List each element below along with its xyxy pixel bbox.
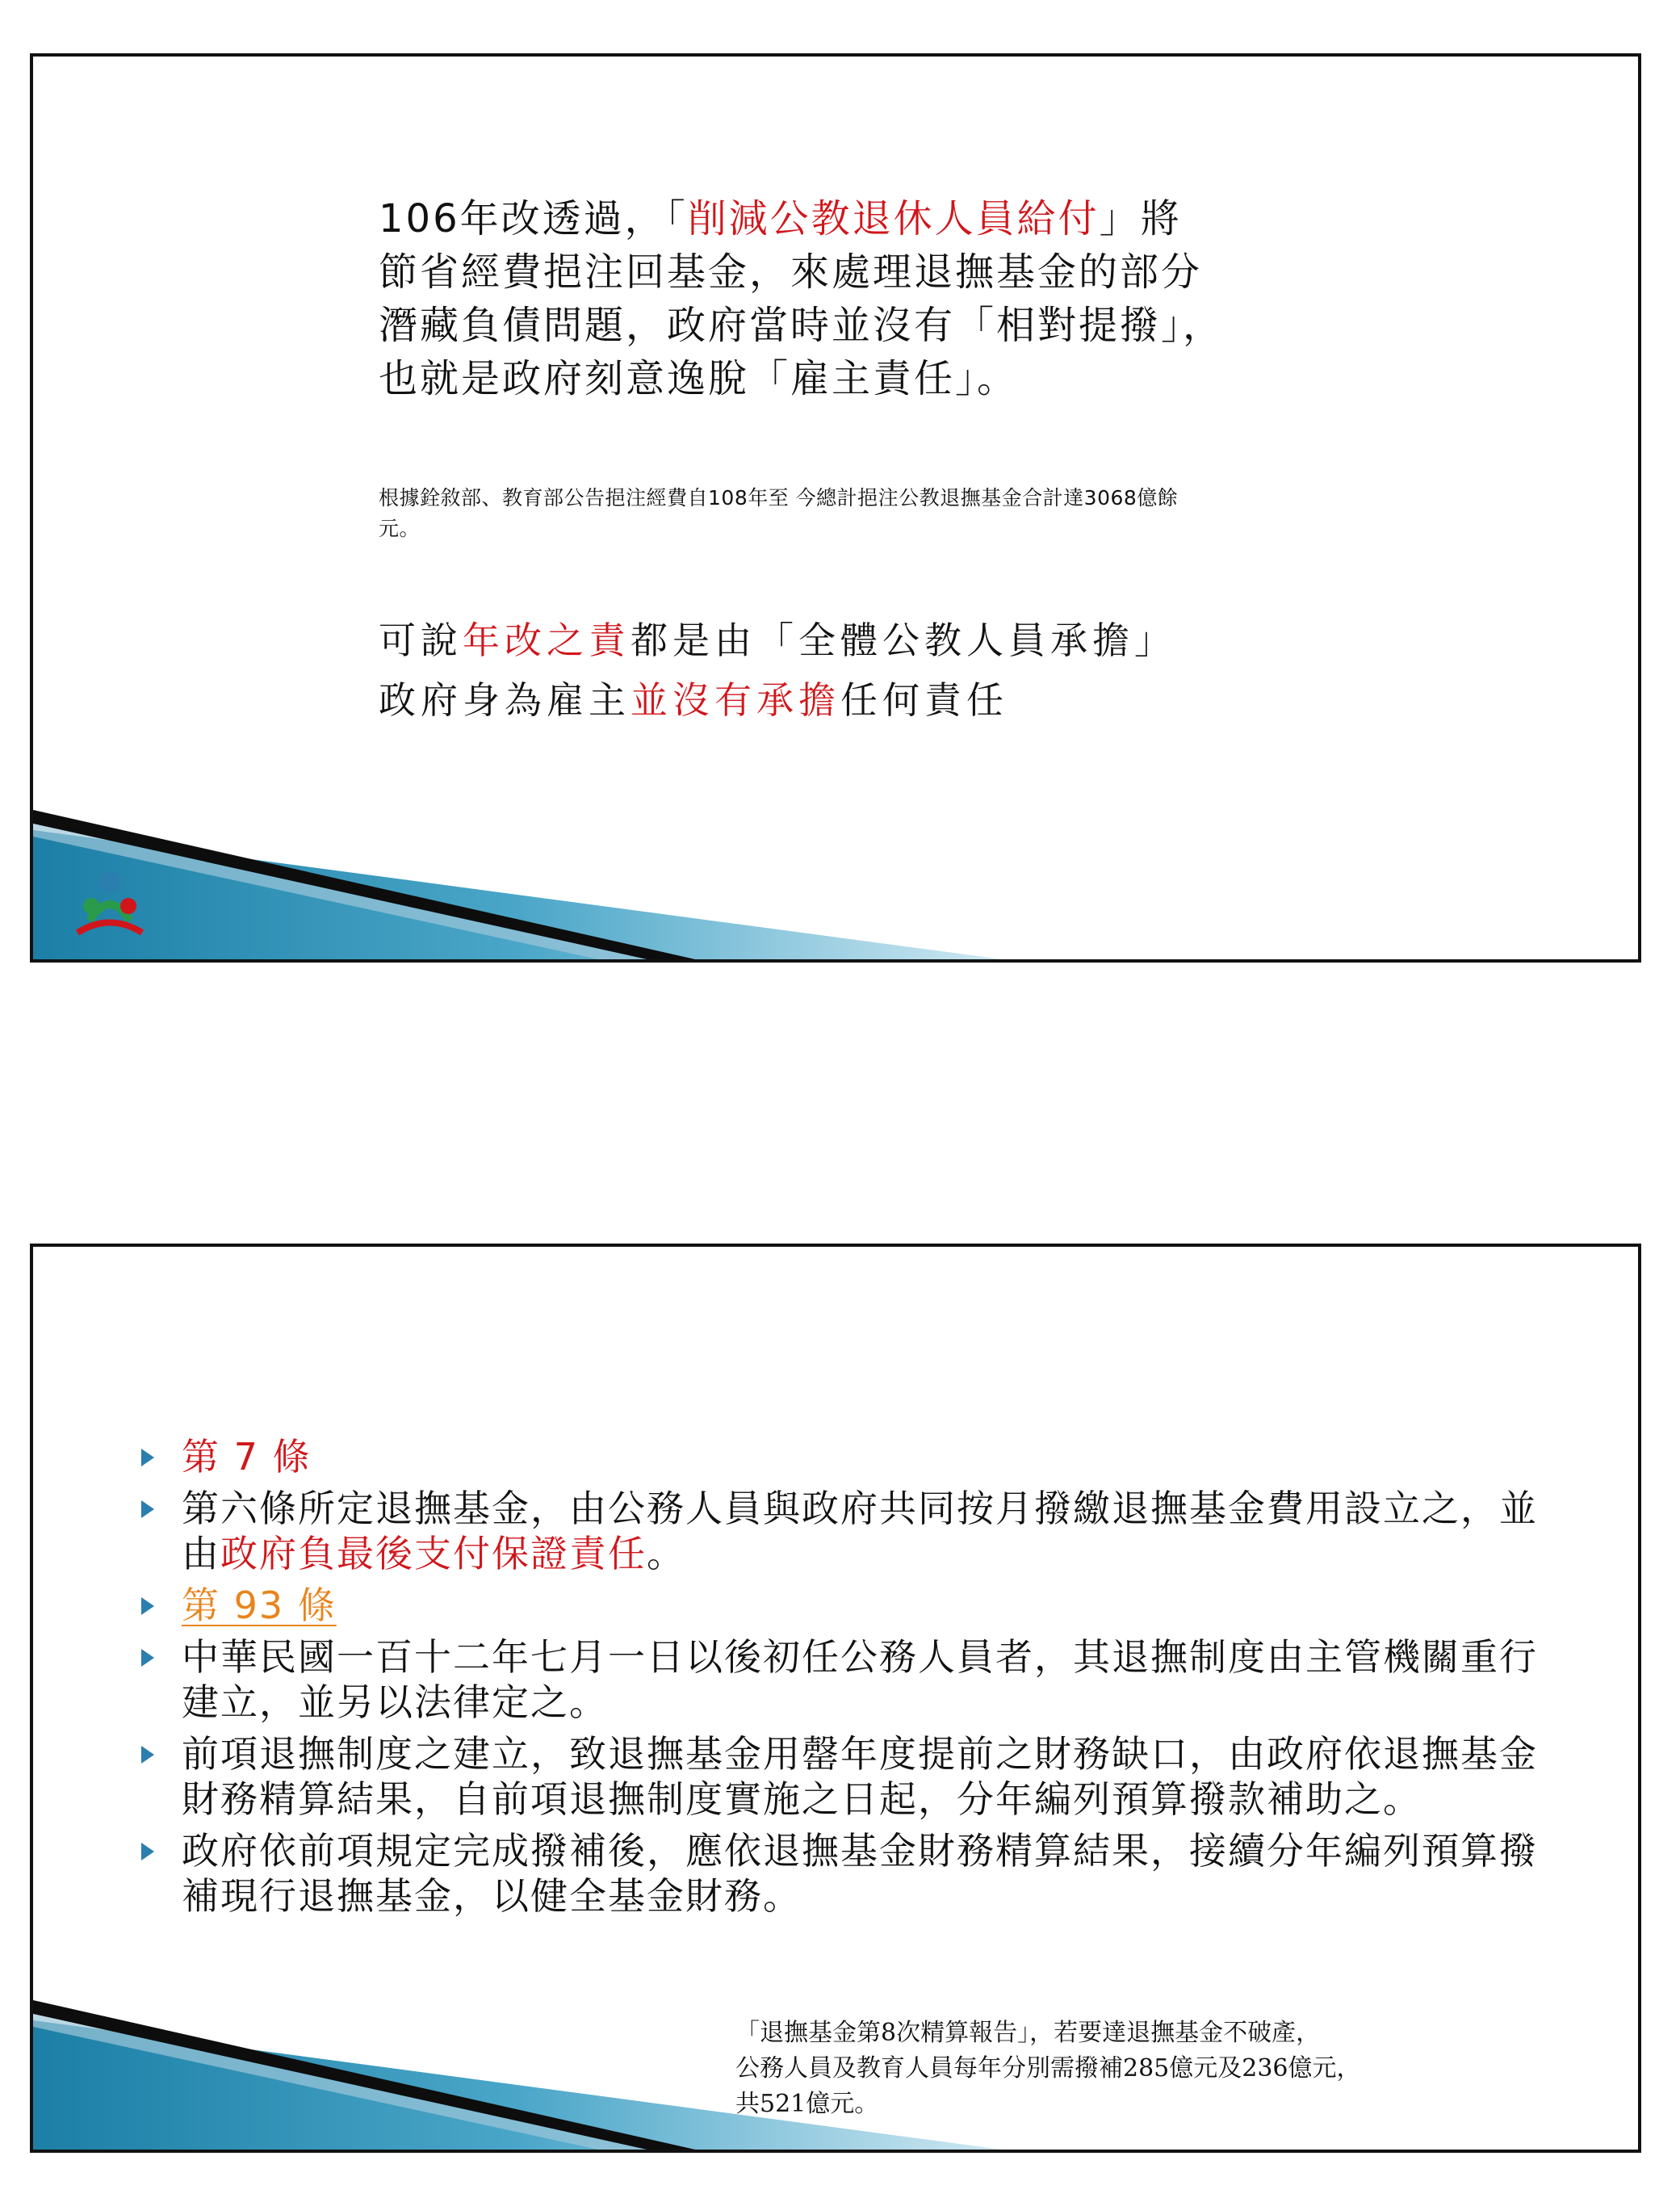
list-item: 前項退撫制度之建立，致退撫基金用罄年度提前之財務缺口，由政府依退撫基金財務精算結果，自前項退撫制度實施之日起，分年編列預算撥款補助之。 [136, 1731, 1573, 1822]
bullet-arrow-icon [141, 1843, 154, 1860]
bullet-arrow-icon [141, 1746, 154, 1764]
list-item: 政府依前項規定完成撥補後，應依退撫基金財務精算結果，接續分年編列預算撥補現行退撫基金，以健全基金財務。 [136, 1828, 1573, 1919]
organization-logo [57, 864, 162, 945]
bullet-arrow-icon [141, 1649, 154, 1667]
list-item: 第六條所定退撫基金，由公務人員與政府共同按月撥繳退撫基金費用設立之，並由政府負最後支付保證責任。 [136, 1486, 1573, 1576]
bullet-arrow-icon [141, 1500, 154, 1518]
slide1-line-2: 節省經費挹注回基金，來處理退撫基金的部分 [379, 250, 1203, 295]
slide-1 [30, 53, 1641, 963]
conclusion-line-2: 政府身為雇主並沒有承擔任何責任 [379, 678, 1008, 722]
law-article-list [136, 1434, 1573, 1925]
article-93-heading: 第 93 條 [182, 1583, 337, 1627]
actuarial-report-note: 「退撫基金第8次精算報告」，若要達退撫基金不破產， 公務人員及教育人員每年分別需撥補285億元及236億元， 共521億元。 [735, 2019, 1361, 2118]
slide1-source-note: 根據銓敘部、教育部公告挹注經費自108年至 今總計挹注公教退撫基金合計達3068億餘 元。 [379, 486, 1179, 540]
slide-2 [30, 1244, 1641, 2153]
slide-swoosh-decoration [33, 806, 1002, 959]
slide1-conclusion [379, 610, 1460, 730]
list-item [136, 1434, 1573, 1479]
highlight-no-responsibility: 並沒有承擔 [631, 678, 840, 722]
slide1-line-1: 106年改透過，「削減公教退休人員給付」將 [379, 196, 1182, 241]
article-7-heading: 第 7 條 [182, 1435, 312, 1479]
bullet-arrow-icon [141, 1449, 154, 1466]
bullet-arrow-icon [141, 1597, 154, 1615]
slide1-line-3: 潛藏負債問題，政府當時並沒有「相對提撥」， [379, 303, 1225, 348]
highlight-pension-reform-blame: 年改之責 [463, 619, 631, 662]
highlight-cut-benefits: 削減公教退休人員給付 [687, 196, 1100, 241]
list-item [136, 1583, 1573, 1628]
conclusion-line-1: 可說年改之責都是由「全體公教人員承擔」 [379, 619, 1176, 662]
slide1-line-4: 也就是政府刻意逸脫「雇主責任」。 [379, 356, 1019, 401]
slide1-main-text [379, 192, 1460, 405]
list-item: 中華民國一百十二年七月一日以後初任公務人員者，其退撫制度由主管機關重行建立，並另以法律定之。 [136, 1634, 1573, 1725]
highlight-government-guarantee: 政府負最後支付保證責任 [220, 1532, 647, 1575]
